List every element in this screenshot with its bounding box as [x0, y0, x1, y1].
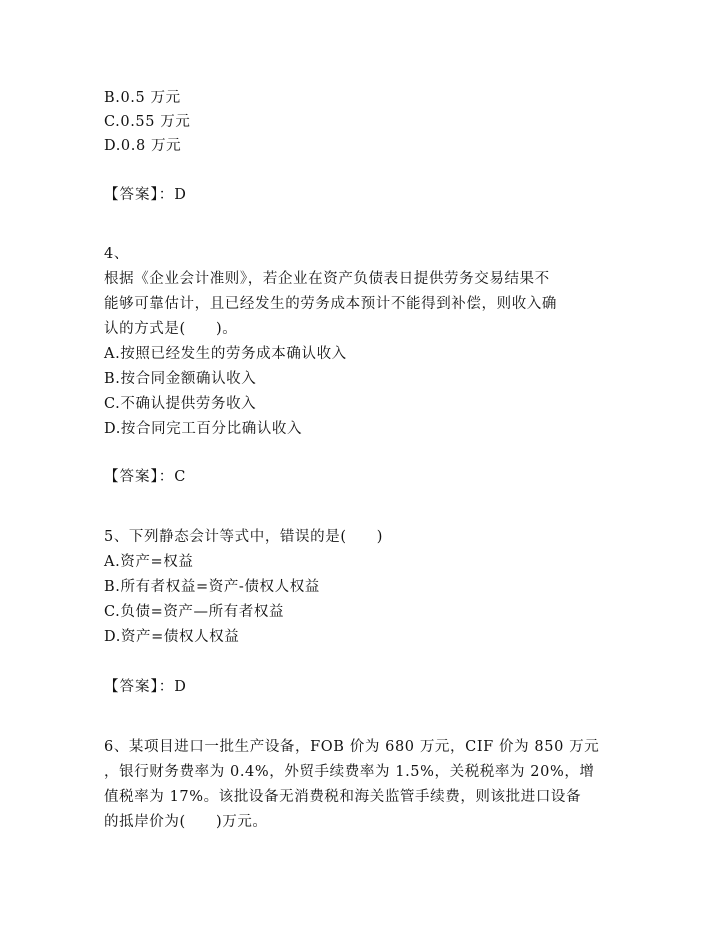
q6-stem-line-1: 6、某项目进口一批生产设备，FOB 价为 680 万元，CIF 价为 850 万元 — [104, 739, 600, 755]
q6-stem-line-3: 值税率为 17%。该批设备无消费税和海关监管手续费，则该批进口设备 — [104, 789, 582, 805]
q3-option-c: C.0.55 万元 — [104, 114, 191, 130]
q4-option-a: A.按照已经发生的劳务成本确认收入 — [104, 346, 347, 362]
q5-option-a: A.资产=权益 — [104, 554, 194, 570]
q4-option-d: D.按合同完工百分比确认收入 — [104, 421, 303, 437]
q4-option-c: C.不确认提供劳务收入 — [104, 396, 257, 412]
q3-option-b: B.0.5 万元 — [104, 90, 181, 106]
q4-option-b: B.按合同金额确认收入 — [104, 371, 257, 387]
q3-option-d: D.0.8 万元 — [104, 138, 182, 154]
q5-option-d: D.资产=债权人权益 — [104, 629, 240, 645]
q4-stem-line-3: 认的方式是( )。 — [104, 321, 238, 337]
q5-stem: 5、下列静态会计等式中，错误的是( ) — [104, 529, 384, 545]
q4-stem-line-2: 能够可靠估计，且已经发生的劳务成本预计不能得到补偿，则收入确 — [104, 296, 557, 312]
q4-stem-line-1: 根据《企业会计准则》，若企业在资产负债表日提供劳务交易结果不 — [104, 271, 550, 287]
q4-number: 4、 — [104, 246, 129, 262]
q4-answer: 【答案】：C — [104, 469, 187, 485]
q5-option-b: B.所有者权益=资产-债权人权益 — [104, 579, 320, 595]
q6-stem-line-2: ，银行财务费率为 0.4%，外贸手续费率为 1.5%，关税税率为 20%，增 — [104, 764, 595, 780]
q5-answer: 【答案】：D — [104, 679, 187, 695]
q3-answer: 【答案】：D — [104, 187, 187, 203]
q5-option-c: C.负债=资产—所有者权益 — [104, 604, 285, 620]
q6-stem-line-4: 的抵岸价为( )万元。 — [104, 814, 268, 830]
